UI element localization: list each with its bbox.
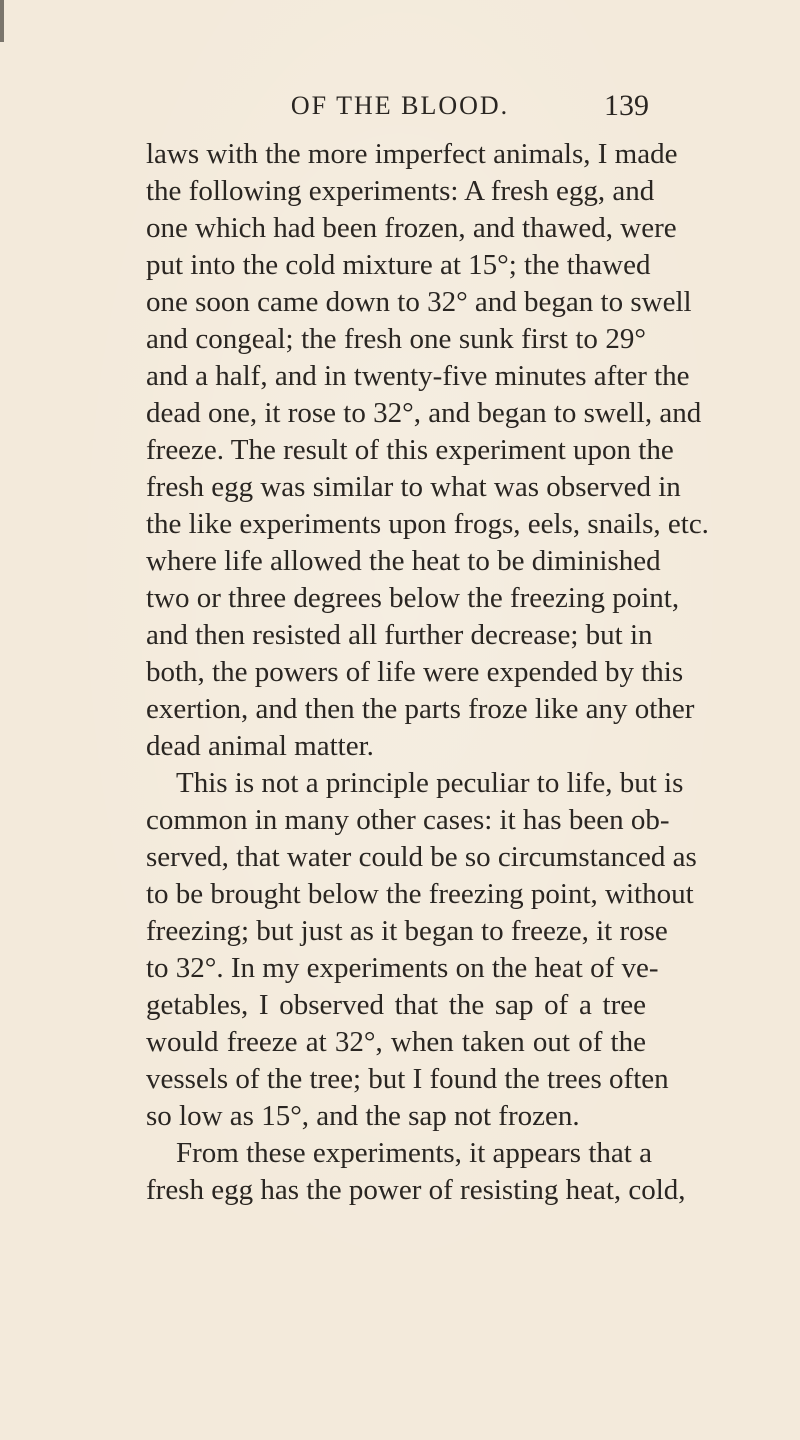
text-line: one soon came down to 32° and began to swell	[146, 286, 692, 318]
text-line: one which had been frozen, and thawed, were	[146, 212, 677, 244]
body-text	[146, 136, 709, 1209]
text-line: fresh egg has the power of resisting heat, cold,	[146, 1174, 686, 1206]
running-head: OF THE BLOOD.	[290, 91, 510, 120]
page-edge-mark	[0, 0, 4, 42]
text-line: laws with the more imperfect animals, I made	[146, 138, 678, 170]
text-line: freezing; but just as it began to freeze, it rose	[146, 915, 668, 947]
text-line: and a half, and in twenty-five minutes after the	[146, 360, 690, 392]
text-line: where life allowed the heat to be diminished	[146, 545, 661, 577]
text-line: vessels of the tree; but I found the trees often	[146, 1063, 669, 1095]
text-line: and then resisted all further decrease; but in	[146, 619, 653, 651]
text-line: put into the cold mixture at 15°; the thawed	[146, 249, 651, 281]
text-line: exertion, and then the parts froze like any other	[146, 693, 695, 725]
text-line: two or three degrees below the freezing point,	[146, 582, 680, 614]
text-line: From these experiments, it appears that a	[176, 1137, 652, 1169]
text-line: dead one, it rose to 32°, and began to swell, and	[146, 397, 702, 429]
text-line: the like experiments upon frogs, eels, snails, etc.	[146, 508, 709, 540]
text-line: getables, I observed that the sap of a tree	[146, 989, 646, 1021]
text-line: so low as 15°, and the sap not frozen.	[146, 1100, 580, 1132]
text-line: to 32°. In my experiments on the heat of ve-	[146, 952, 659, 984]
text-line: the following experiments: A fresh egg, and	[146, 175, 655, 207]
text-line: and congeal; the fresh one sunk first to 29°	[146, 323, 646, 355]
page-header	[0, 86, 800, 126]
text-line: freeze. The result of this experiment upon the	[146, 434, 674, 466]
text-line: This is not a principle peculiar to life, but is	[176, 767, 684, 799]
text-line: served, that water could be so circumstanced as	[146, 841, 697, 873]
text-line: dead animal matter.	[146, 730, 374, 762]
page-number: 139	[604, 89, 649, 122]
text-line: both, the powers of life were expended by this	[146, 656, 684, 688]
text-line: would freeze at 32°, when taken out of the	[146, 1026, 646, 1058]
text-line: common in many other cases: it has been ob-	[146, 804, 670, 836]
text-line: to be brought below the freezing point, without	[146, 878, 694, 910]
text-line: fresh egg was similar to what was observed in	[146, 471, 681, 503]
